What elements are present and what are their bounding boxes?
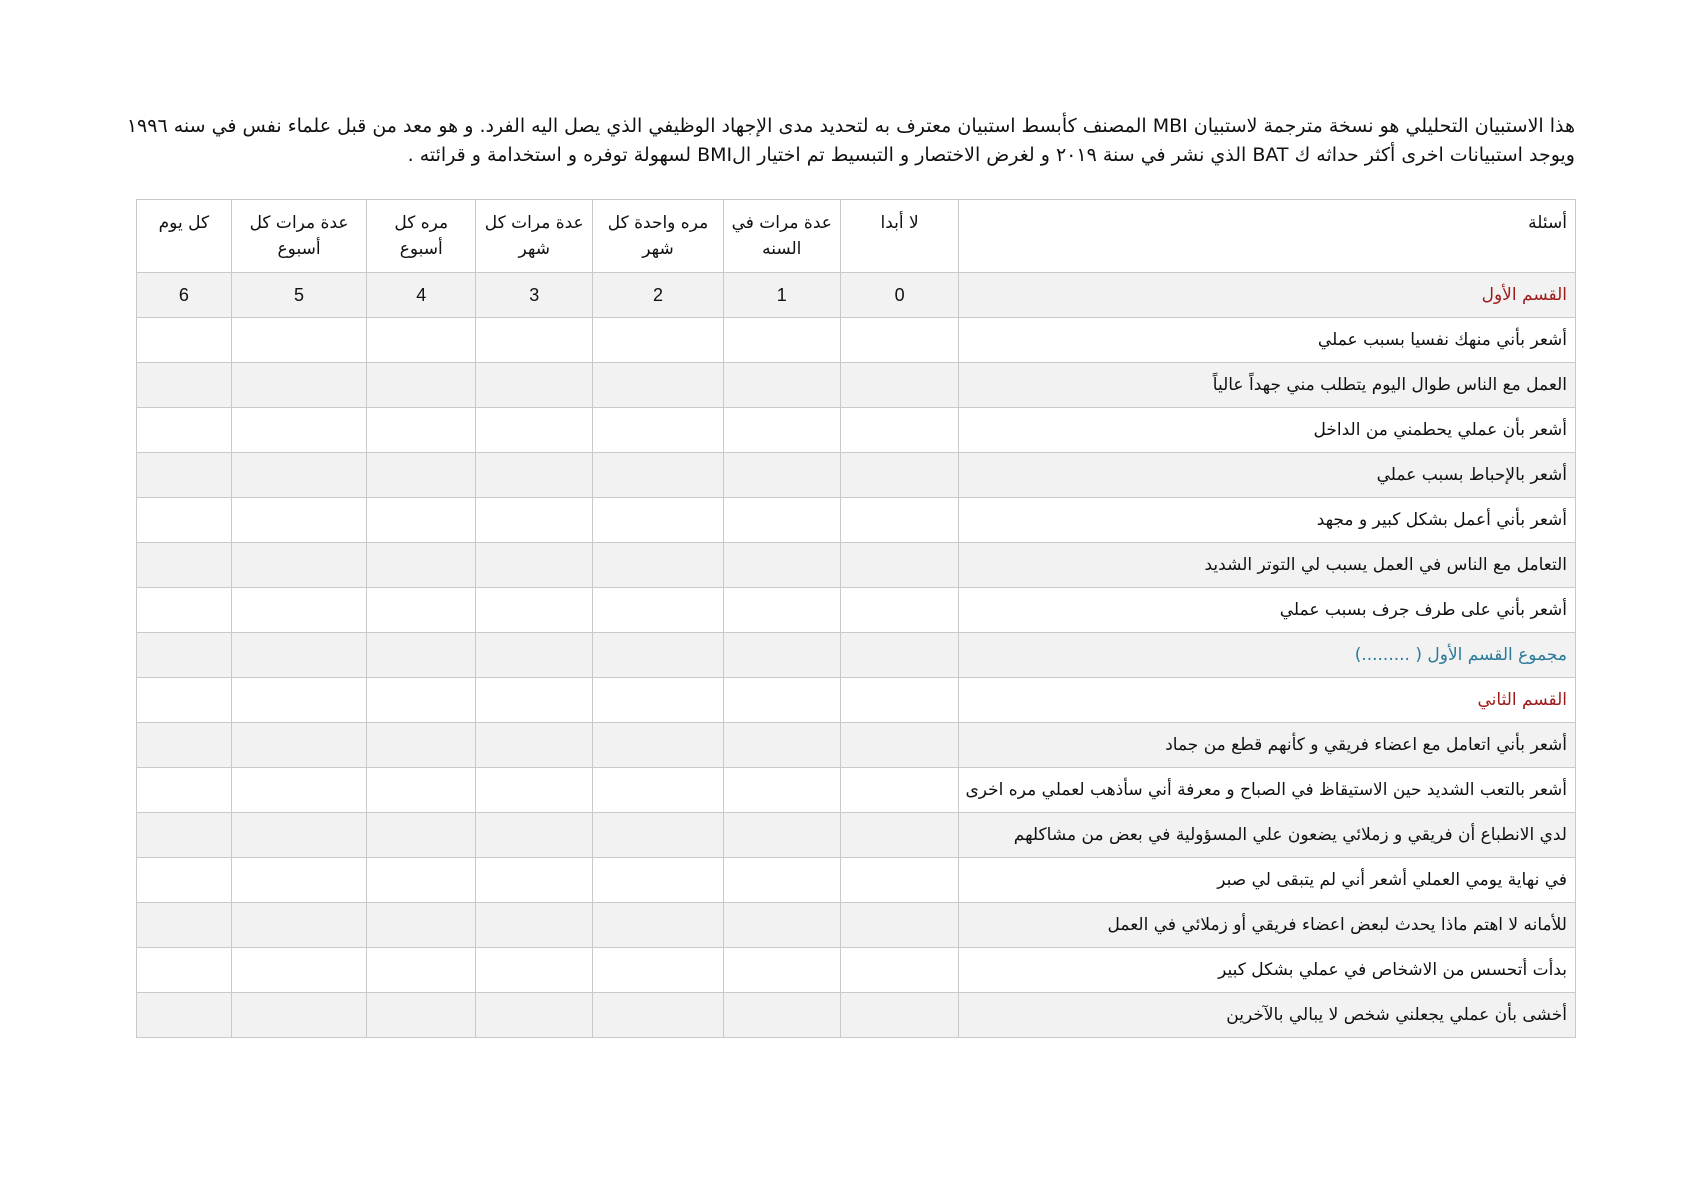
- question-text: في نهاية يومي العملي أشعر أني لم يتبقى لي صبر: [959, 858, 1576, 903]
- answer-cell[interactable]: [723, 948, 840, 993]
- answer-cell[interactable]: [723, 363, 840, 408]
- answer-cell[interactable]: [367, 858, 476, 903]
- answer-cell[interactable]: [476, 453, 593, 498]
- answer-cell[interactable]: [593, 948, 723, 993]
- question-text: التعامل مع الناس في العمل يسبب لي التوتر الشديد: [959, 543, 1576, 588]
- answer-cell[interactable]: [723, 813, 840, 858]
- scale-value-0: 0: [840, 273, 958, 318]
- answer-cell[interactable]: [367, 408, 476, 453]
- answer-cell[interactable]: [840, 768, 958, 813]
- answer-cell[interactable]: [840, 318, 958, 363]
- answer-cell[interactable]: [840, 813, 958, 858]
- answer-cell: [367, 678, 476, 723]
- answer-cell[interactable]: [840, 363, 958, 408]
- question-row: [137, 363, 1576, 408]
- answer-cell[interactable]: [231, 948, 367, 993]
- answer-cell[interactable]: [593, 723, 723, 768]
- answer-cell[interactable]: [476, 993, 593, 1038]
- answer-cell[interactable]: [476, 768, 593, 813]
- answer-cell: [137, 678, 232, 723]
- answer-cell[interactable]: [231, 723, 367, 768]
- question-row: [137, 453, 1576, 498]
- intro-paragraph: [126, 112, 1575, 170]
- answer-cell[interactable]: [476, 903, 593, 948]
- answer-cell[interactable]: [476, 588, 593, 633]
- answer-cell[interactable]: [137, 453, 232, 498]
- answer-cell[interactable]: [723, 318, 840, 363]
- answer-cell: [231, 678, 367, 723]
- answer-cell[interactable]: [137, 993, 232, 1038]
- answer-cell[interactable]: [593, 588, 723, 633]
- question-text: أخشى بأن عملي يجعلني شخص لا يبالي بالآخرين: [959, 993, 1576, 1038]
- answer-cell[interactable]: [137, 498, 232, 543]
- answer-cell[interactable]: [723, 408, 840, 453]
- question-row: [137, 813, 1576, 858]
- question-text: أشعر بأني اتعامل مع اعضاء فريقي و كأنهم قطع من جماد: [959, 723, 1576, 768]
- question-row: [137, 543, 1576, 588]
- intro-line-2: ويوجد استبيانات اخرى أكثر حداثه ك BAT الذي نشر في سنة ٢٠١٩ و لغرض الاختصار و التبسيط تم اختيار الBMI لسهولة توفره و استخدامة و قرائته .: [407, 144, 1575, 166]
- question-row: [137, 318, 1576, 363]
- answer-cell[interactable]: [723, 453, 840, 498]
- answer-cell: [593, 633, 723, 678]
- answer-cell[interactable]: [231, 408, 367, 453]
- few-times-year-header: عدة مرات في السنه: [723, 200, 840, 273]
- answer-cell: [476, 633, 593, 678]
- answer-cell[interactable]: [367, 993, 476, 1038]
- scale-value-6: 6: [137, 273, 232, 318]
- once-week-header: مره كل أسبوع: [367, 200, 476, 273]
- answer-cell[interactable]: [137, 813, 232, 858]
- answer-cell[interactable]: [593, 363, 723, 408]
- answer-cell[interactable]: [840, 543, 958, 588]
- section2-title: القسم الثاني: [959, 678, 1576, 723]
- answer-cell[interactable]: [137, 543, 232, 588]
- answer-cell[interactable]: [231, 813, 367, 858]
- scale-value-4: 4: [367, 273, 476, 318]
- answer-cell[interactable]: [840, 498, 958, 543]
- answer-cell[interactable]: [367, 813, 476, 858]
- few-times-month-header: عدة مرات كل شهر: [476, 200, 593, 273]
- answer-cell[interactable]: [231, 453, 367, 498]
- answer-cell[interactable]: [231, 993, 367, 1038]
- answer-cell[interactable]: [367, 453, 476, 498]
- answer-cell[interactable]: [476, 723, 593, 768]
- answer-cell[interactable]: [840, 453, 958, 498]
- answer-cell[interactable]: [723, 723, 840, 768]
- answer-cell[interactable]: [367, 543, 476, 588]
- answer-cell[interactable]: [137, 318, 232, 363]
- answer-cell[interactable]: [137, 408, 232, 453]
- section1-total: مجموع القسم الأول ( .........): [959, 633, 1576, 678]
- answer-cell[interactable]: [367, 903, 476, 948]
- header-row: [137, 200, 1576, 273]
- answer-cell[interactable]: [593, 993, 723, 1038]
- answer-cell[interactable]: [593, 858, 723, 903]
- scale-value-1: 1: [723, 273, 840, 318]
- burnout-questionnaire-table: [136, 199, 1576, 1038]
- answer-cell[interactable]: [231, 318, 367, 363]
- answer-cell[interactable]: [367, 318, 476, 363]
- answer-cell: [593, 678, 723, 723]
- question-text: لدي الانطباع أن فريقي و زملائي يضعون علي المسؤولية في بعض من مشاكلهم: [959, 813, 1576, 858]
- answer-cell[interactable]: [593, 543, 723, 588]
- section1-total-row: [137, 633, 1576, 678]
- question-text: العمل مع الناس طوال اليوم يتطلب مني جهداً عالياً: [959, 363, 1576, 408]
- answer-cell[interactable]: [367, 723, 476, 768]
- question-text: أشعر بالإحباط بسبب عملي: [959, 453, 1576, 498]
- answer-cell[interactable]: [593, 453, 723, 498]
- question-row: [137, 993, 1576, 1038]
- answer-cell: [476, 678, 593, 723]
- answer-cell[interactable]: [476, 498, 593, 543]
- once-month-header: مره واحدة كل شهر: [593, 200, 723, 273]
- answer-cell[interactable]: [367, 948, 476, 993]
- scale-value-5: 5: [231, 273, 367, 318]
- answer-cell: [723, 678, 840, 723]
- answer-cell[interactable]: [137, 723, 232, 768]
- answer-cell[interactable]: [840, 858, 958, 903]
- answer-cell[interactable]: [476, 363, 593, 408]
- question-text: أشعر بالتعب الشديد حين الاستيقاظ في الصباح و معرفة أني سأذهب لعملي مره اخرى: [959, 768, 1576, 813]
- answer-cell[interactable]: [476, 318, 593, 363]
- question-text: أشعر بأني منهك نفسيا بسبب عملي: [959, 318, 1576, 363]
- answer-cell[interactable]: [476, 948, 593, 993]
- answer-cell[interactable]: [231, 768, 367, 813]
- answer-cell: [840, 633, 958, 678]
- answer-cell[interactable]: [840, 408, 958, 453]
- answer-cell: [367, 633, 476, 678]
- answer-cell[interactable]: [723, 993, 840, 1038]
- question-row: [137, 408, 1576, 453]
- answer-cell[interactable]: [137, 948, 232, 993]
- question-row: [137, 948, 1576, 993]
- answer-cell[interactable]: [367, 588, 476, 633]
- answer-cell[interactable]: [137, 768, 232, 813]
- question-text: للأمانه لا اهتم ماذا يحدث لبعض اعضاء فريقي أو زملائي في العمل: [959, 903, 1576, 948]
- answer-cell[interactable]: [367, 768, 476, 813]
- answer-cell[interactable]: [593, 813, 723, 858]
- answer-cell[interactable]: [593, 768, 723, 813]
- answer-cell[interactable]: [593, 408, 723, 453]
- answer-cell[interactable]: [476, 813, 593, 858]
- answer-cell[interactable]: [593, 498, 723, 543]
- answer-cell[interactable]: [840, 948, 958, 993]
- question-row: [137, 858, 1576, 903]
- answer-cell[interactable]: [476, 858, 593, 903]
- answer-cell[interactable]: [840, 723, 958, 768]
- answer-cell[interactable]: [231, 543, 367, 588]
- question-row: [137, 768, 1576, 813]
- answer-cell[interactable]: [593, 318, 723, 363]
- answer-cell: [840, 678, 958, 723]
- question-text: بدأت أتحسس من الاشخاص في عملي بشكل كبير: [959, 948, 1576, 993]
- answer-cell[interactable]: [231, 588, 367, 633]
- answer-cell: [723, 633, 840, 678]
- answer-cell[interactable]: [840, 993, 958, 1038]
- never-header: لا أبدا: [840, 200, 958, 273]
- intro-line-1: هذا الاستبيان التحليلي هو نسخة مترجمة لاستبيان MBI المصنف كأبسط استبيان معترف به لتحديد مدى الإجهاد الوظيفي الذي يصل اليه الفرد. و هو معد من قبل علماء نفس في سنه ١٩٩٦: [126, 115, 1575, 137]
- answer-cell[interactable]: [476, 408, 593, 453]
- scale-value-2: 2: [593, 273, 723, 318]
- answer-cell[interactable]: [593, 903, 723, 948]
- section1-title-row: [137, 273, 1576, 318]
- answer-cell[interactable]: [367, 363, 476, 408]
- few-times-week-header: عدة مرات كل أسبوع: [231, 200, 367, 273]
- answer-cell[interactable]: [723, 858, 840, 903]
- answer-cell: [137, 633, 232, 678]
- questions-header: أسئلة: [959, 200, 1576, 273]
- every-day-header: كل يوم: [137, 200, 232, 273]
- question-row: [137, 903, 1576, 948]
- question-text: أشعر بأني أعمل بشكل كبير و مجهد: [959, 498, 1576, 543]
- answer-cell[interactable]: [723, 768, 840, 813]
- question-row: [137, 498, 1576, 543]
- answer-cell[interactable]: [137, 588, 232, 633]
- section1-title: القسم الأول: [959, 273, 1576, 318]
- answer-cell[interactable]: [723, 588, 840, 633]
- answer-cell[interactable]: [840, 903, 958, 948]
- answer-cell[interactable]: [723, 903, 840, 948]
- answer-cell[interactable]: [137, 903, 232, 948]
- answer-cell[interactable]: [137, 858, 232, 903]
- question-row: [137, 588, 1576, 633]
- answer-cell[interactable]: [723, 543, 840, 588]
- answer-cell[interactable]: [367, 498, 476, 543]
- answer-cell[interactable]: [231, 363, 367, 408]
- question-text: أشعر بأن عملي يحطمني من الداخل: [959, 408, 1576, 453]
- question-row: [137, 723, 1576, 768]
- answer-cell[interactable]: [231, 903, 367, 948]
- question-text: أشعر بأني على طرف جرف بسبب عملي: [959, 588, 1576, 633]
- section2-title-row: [137, 678, 1576, 723]
- answer-cell[interactable]: [840, 588, 958, 633]
- answer-cell[interactable]: [476, 543, 593, 588]
- scale-value-3: 3: [476, 273, 593, 318]
- answer-cell[interactable]: [231, 858, 367, 903]
- answer-cell[interactable]: [723, 498, 840, 543]
- answer-cell: [231, 633, 367, 678]
- answer-cell[interactable]: [137, 363, 232, 408]
- answer-cell[interactable]: [231, 498, 367, 543]
